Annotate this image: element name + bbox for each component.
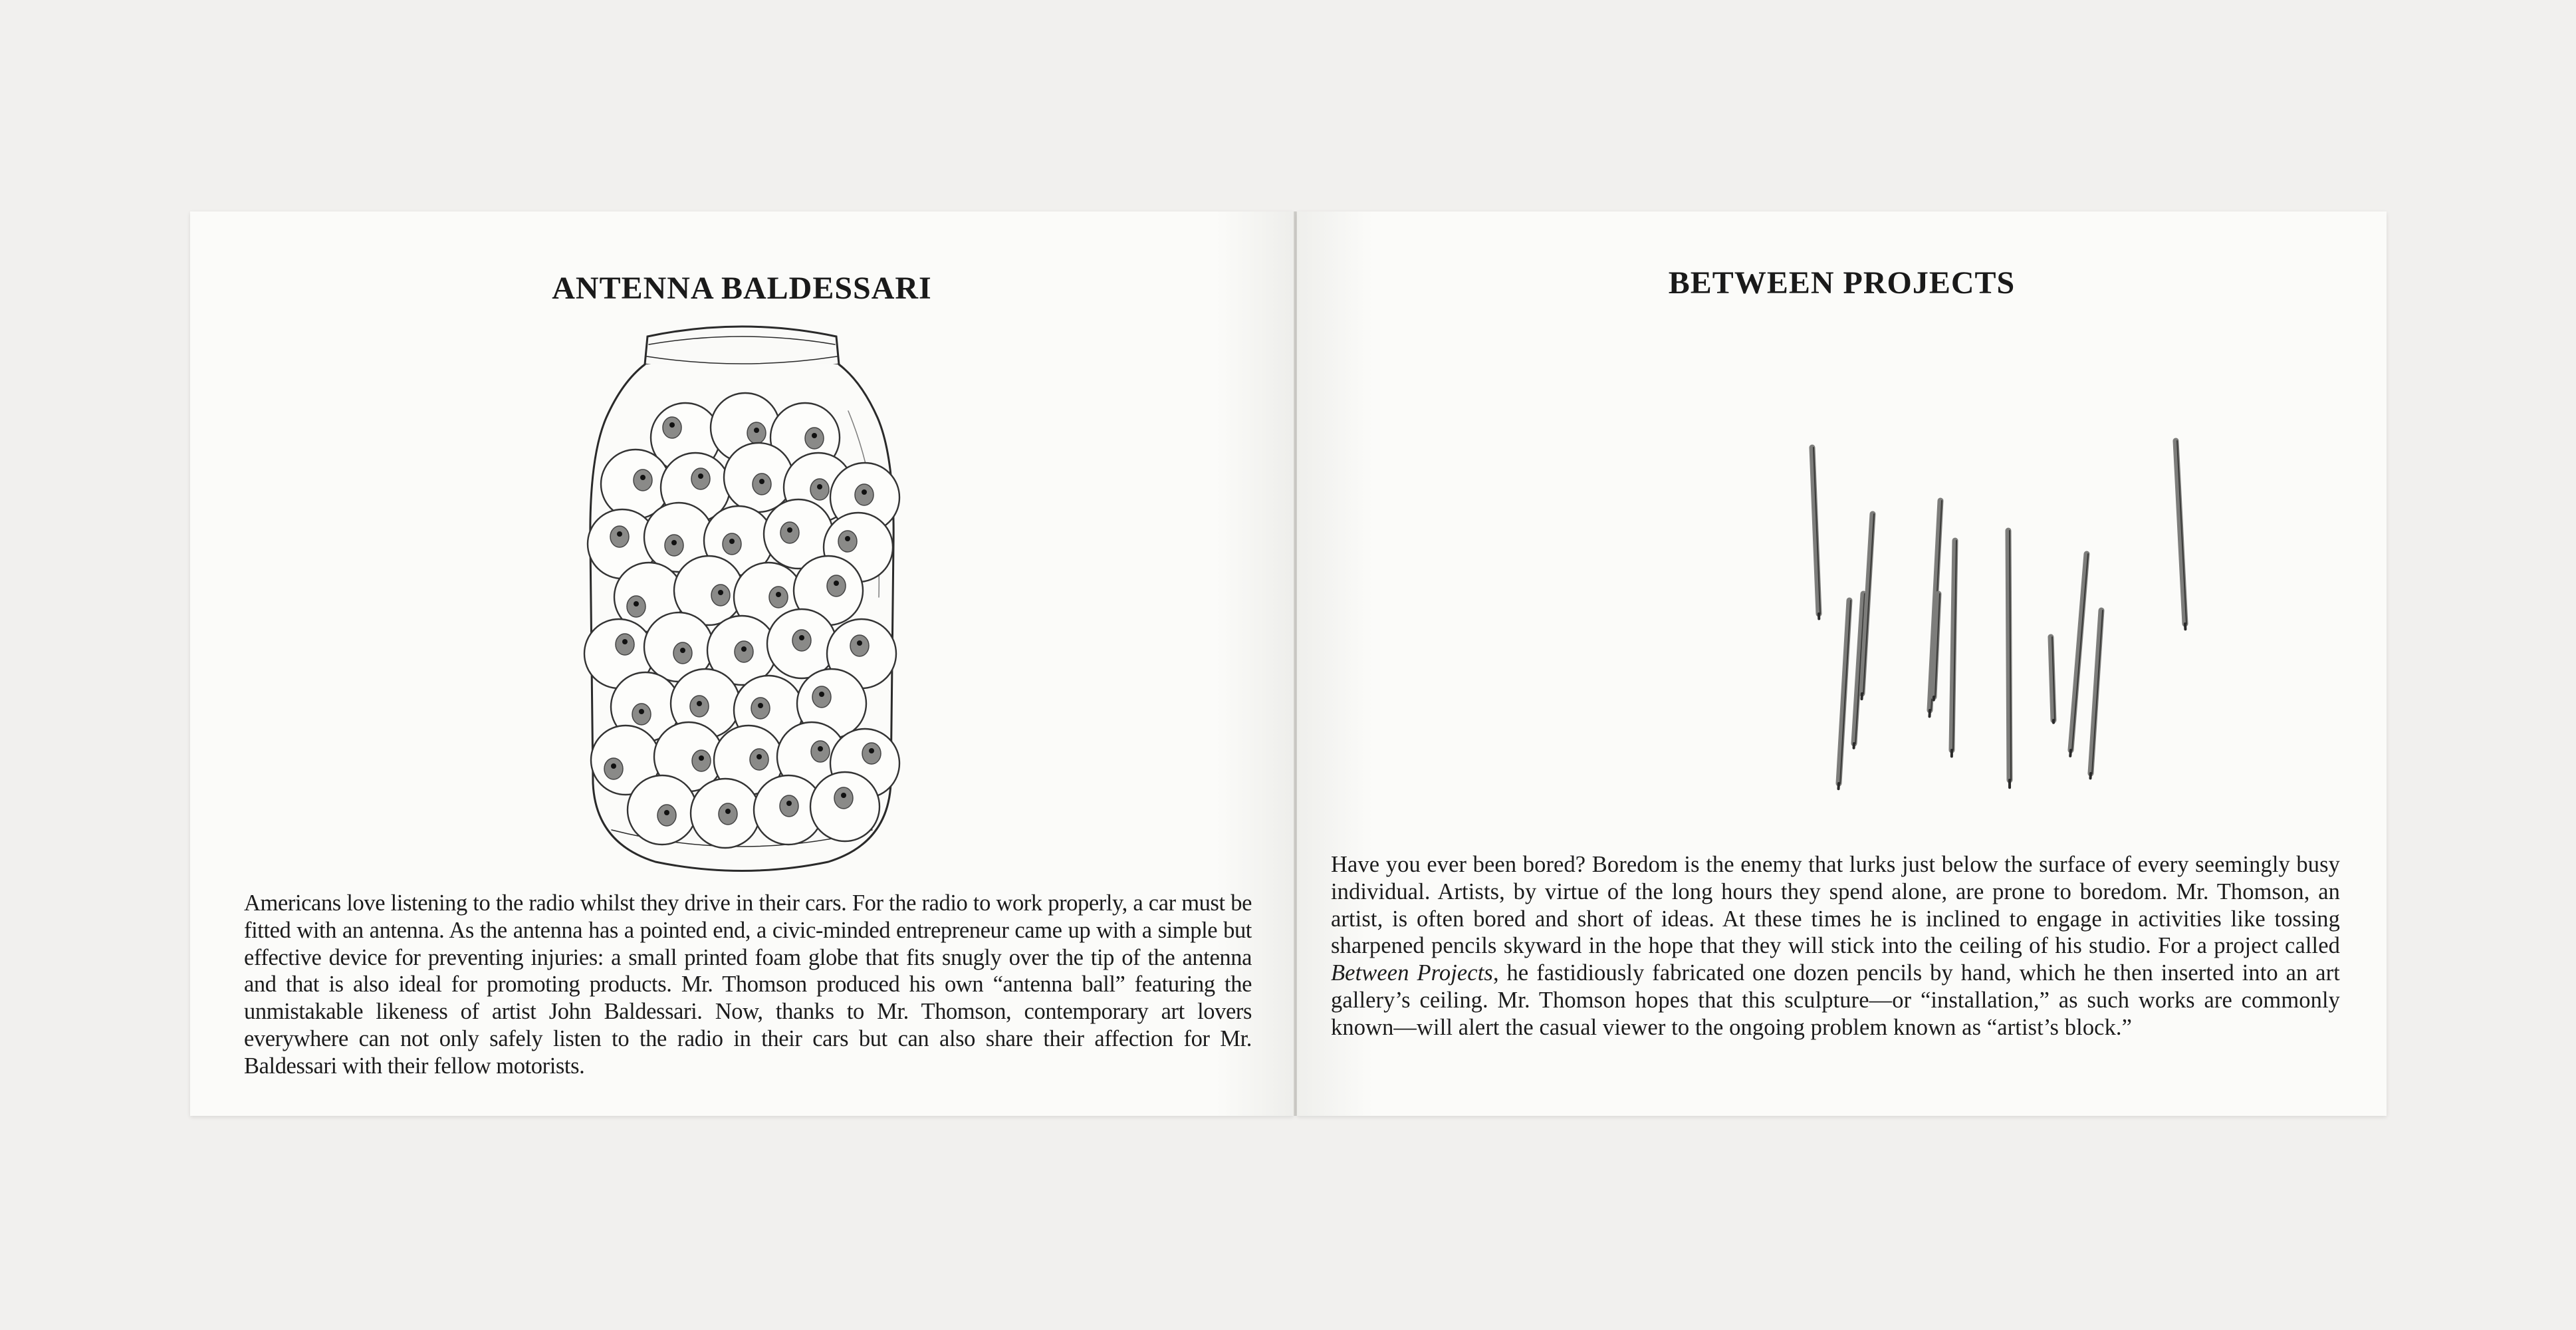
- antenna-hole: [617, 531, 622, 537]
- antenna-hole: [817, 484, 822, 489]
- antenna-hole: [622, 639, 628, 644]
- antenna-hole: [786, 801, 792, 806]
- pencil: [2070, 554, 2088, 756]
- right-page-title: BETWEEN PROJECTS: [1668, 265, 2016, 301]
- jar-of-antenna-balls-illustration: [569, 318, 915, 890]
- antenna-hole: [776, 592, 781, 597]
- pencil: [2051, 637, 2055, 723]
- antenna-hole: [845, 536, 850, 541]
- body-text-part-1: Have you ever been bored? Boredom is the enemy that lurks just below the surface of every seemingly busy individual. Artists, by virtue of the long hours they spend alone, are prone to boredom. Mr. Thomson, an artist, is often bored and short of ideas. At these times he is inclined to engage in activities like tossing sharpened pencils skyward in the hope that they will stick into the ceiling of his studio. For a project called: [1331, 852, 2340, 959]
- antenna-hole: [698, 473, 703, 479]
- antenna-hole: [640, 475, 645, 480]
- right-page-body-text: [1331, 851, 2340, 1041]
- antenna-hole: [699, 755, 704, 761]
- antenna-hole: [741, 646, 747, 652]
- antenna-hole: [639, 709, 644, 714]
- antenna-hole: [869, 748, 874, 753]
- antenna-hole: [841, 793, 846, 798]
- antenna-hole: [680, 648, 685, 653]
- pencil: [2091, 610, 2103, 778]
- pencil: [2008, 531, 2011, 787]
- antenna-hole: [725, 809, 731, 814]
- pencil: [1952, 541, 1956, 756]
- antenna-hole: [754, 428, 759, 433]
- antenna-hole: [819, 692, 824, 697]
- antenna-hole: [757, 754, 762, 759]
- antenna-hole: [857, 640, 862, 646]
- antenna-hole: [862, 489, 867, 495]
- body-text-part-2: , he fastidiously fabricated one dozen pencils by hand, which he then inserted into an art gallery’s ceiling. Mr. Thomson hopes that this sculpture—or “installation,” as such works are commonly known—will alert the casual viewer to the ongoing problem known as “artist’s block.”: [1331, 960, 2340, 1040]
- left-page-title: ANTENNA BALDESSARI: [552, 271, 932, 306]
- left-page: [190, 211, 1294, 1116]
- pencil: [1839, 600, 1851, 789]
- left-page-body-text: Americans love listening to the radio whilst they drive in their cars. For the radio to work properly, a car must be fitted with an antenna. As the antenna has a pointed end, a civic-minded entrepreneur came up with a simple but effective device for preventing injuries: a small printed foam globe that fits snugly over the tip of the antenna and that is also ideal for promoting products. Mr. Thomson produced his own “antenna ball” featuring the unmistakable likeness of artist John Baldessari. Now, thanks to Mr. Thomson, contemporary art lovers everywhere can not only safely listen to the radio in their cars but can also share their affection for Mr. Baldessari with their fellow motorists.: [244, 890, 1252, 1079]
- antenna-hole: [611, 763, 616, 769]
- antenna-hole: [799, 635, 804, 640]
- antenna-hole: [671, 540, 677, 545]
- antenna-hole: [818, 746, 823, 751]
- antenna-hole: [729, 539, 735, 544]
- antenna-hole: [787, 527, 792, 533]
- antenna-hole: [669, 422, 675, 428]
- antenna-hole: [697, 701, 702, 706]
- antenna-hole: [812, 433, 817, 438]
- right-page: [1297, 211, 2387, 1116]
- antenna-hole: [664, 810, 669, 815]
- pencils: [1812, 441, 2186, 789]
- project-title-italic: Between Projects: [1331, 960, 1493, 986]
- antenna-hole: [758, 703, 763, 708]
- antenna-hole: [834, 581, 839, 586]
- book-spread: [190, 211, 2387, 1116]
- pencil: [1812, 448, 1820, 619]
- antenna-hole: [718, 590, 723, 595]
- antenna-hole: [634, 601, 639, 606]
- pencil: [2176, 441, 2186, 629]
- antenna-hole: [759, 479, 764, 484]
